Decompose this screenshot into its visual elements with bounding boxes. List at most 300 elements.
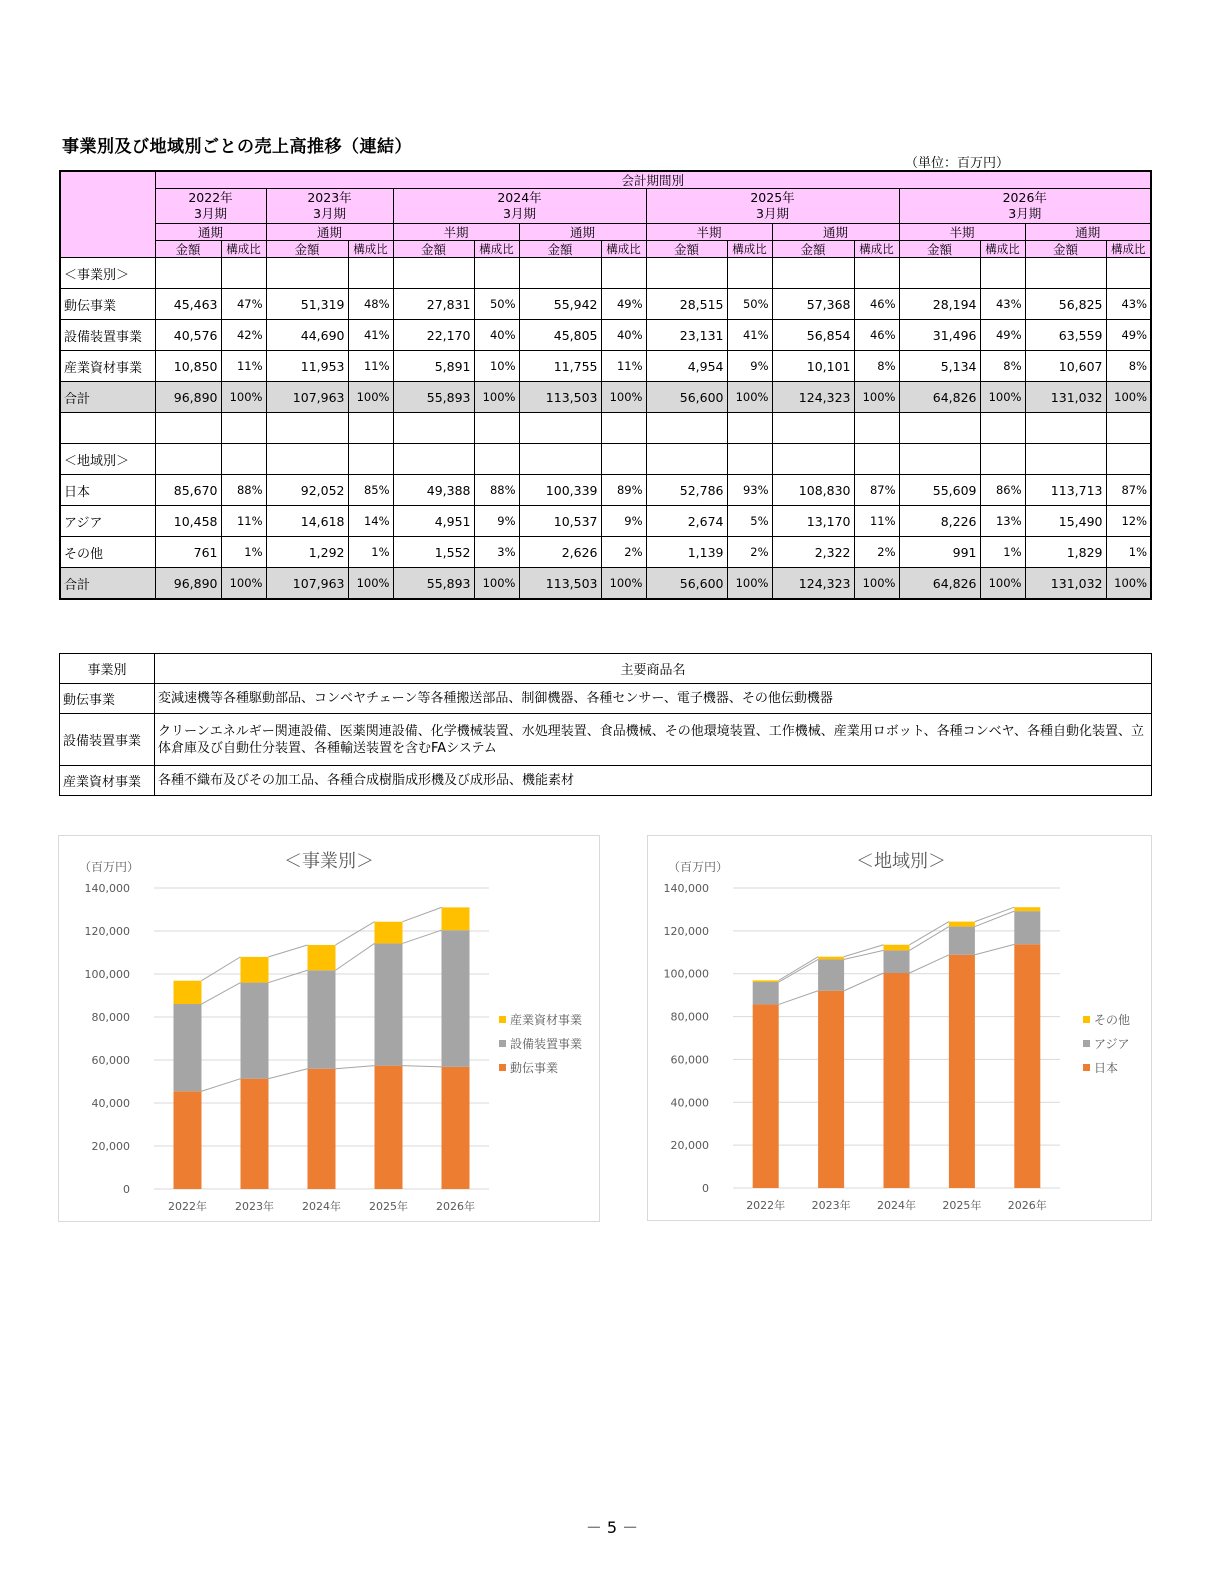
bar-segment [375, 943, 403, 1065]
bar-segment [442, 930, 470, 1067]
series-line [975, 911, 1014, 926]
amount-cell: 11,953 [266, 351, 348, 382]
y-tick-label: 60,000 [670, 1053, 709, 1067]
table-row [60, 506, 1151, 537]
amount-cell: 100,339 [519, 475, 601, 506]
empty-cell [772, 258, 854, 289]
amount-cell: 49,388 [393, 475, 474, 506]
series-line [975, 944, 1014, 954]
amount-cell: 5,134 [899, 351, 980, 382]
year-header: 2022年 3月期 [155, 189, 266, 224]
series-line [336, 922, 375, 945]
amount-cell: 56,825 [1025, 289, 1106, 320]
empty-cell [899, 444, 980, 475]
legend-swatch [499, 1064, 506, 1071]
amount-cell: 28,515 [646, 289, 727, 320]
region-chart-svg [648, 836, 1151, 1220]
col-ratio: 構成比 [474, 241, 519, 258]
empty-cell [221, 258, 266, 289]
amount-cell: 2,626 [519, 537, 601, 568]
x-tick-label: 2025年 [369, 1200, 408, 1213]
empty-cell [646, 258, 727, 289]
empty-cell [474, 413, 519, 444]
ratio-cell: 11% [854, 506, 899, 537]
row-label: 合計 [60, 382, 155, 413]
amount-cell: 28,194 [899, 289, 980, 320]
table-row [60, 351, 1151, 382]
ratio-cell: 87% [1106, 475, 1151, 506]
ratio-cell: 100% [474, 382, 519, 413]
empty-cell [266, 258, 348, 289]
series-line [269, 970, 308, 982]
ratio-cell: 40% [601, 320, 646, 351]
bar-segment [1014, 911, 1040, 944]
ratio-cell: 9% [727, 351, 772, 382]
amount-cell: 113,503 [519, 382, 601, 413]
bar-segment [174, 981, 202, 1004]
amount-cell: 8,226 [899, 506, 980, 537]
col-amount: 金額 [519, 241, 601, 258]
amount-cell: 55,942 [519, 289, 601, 320]
period-annual: 通期 [1025, 224, 1151, 241]
x-tick-label: 2025年 [942, 1199, 982, 1212]
y-tick-label: 60,000 [91, 1054, 130, 1067]
bar-segment [174, 1004, 202, 1091]
chart-title: ＜事業別＞ [284, 851, 374, 872]
amount-cell: 55,893 [393, 382, 474, 413]
bar-segment [818, 991, 844, 1188]
ratio-cell: 93% [727, 475, 772, 506]
ratio-cell: 43% [1106, 289, 1151, 320]
empty-cell [601, 413, 646, 444]
empty-cell [393, 444, 474, 475]
col-ratio: 構成比 [980, 241, 1025, 258]
legend-swatch [1083, 1016, 1090, 1023]
bar-segment [442, 1067, 470, 1189]
ratio-cell: 100% [474, 568, 519, 600]
col-ratio: 構成比 [601, 241, 646, 258]
ratio-cell: 11% [221, 351, 266, 382]
header-group: 会計期間別 [155, 171, 1151, 189]
amount-cell: 92,052 [266, 475, 348, 506]
y-tick-label: 100,000 [663, 967, 709, 981]
ratio-cell: 46% [854, 289, 899, 320]
y-tick-label: 120,000 [663, 924, 709, 938]
ratio-cell: 40% [474, 320, 519, 351]
bar-segment [753, 1004, 779, 1188]
bar-segment [241, 957, 269, 983]
ratio-cell: 41% [348, 320, 393, 351]
ratio-cell: 1% [348, 537, 393, 568]
ratio-cell: 13% [980, 506, 1025, 537]
products-segment: 設備装置事業 [60, 714, 155, 766]
empty-cell [348, 413, 393, 444]
ratio-cell: 14% [348, 506, 393, 537]
ratio-cell: 100% [727, 568, 772, 600]
series-line [269, 1069, 308, 1079]
bar-segment [1014, 907, 1040, 911]
series-line [910, 927, 949, 951]
bar-segment [884, 973, 910, 1188]
col-amount: 金額 [393, 241, 474, 258]
products-list: クリーンエネルギー関連設備、医薬関連設備、化学機械装置、水処理装置、食品機械、その他環境装置、工作機械、産業用ロボット、各種コンベヤ、各種自動化装置、立体倉庫及び自動仕分装置、各種輸送装置を含むFAシステム [155, 714, 1152, 766]
y-tick-label: 0 [123, 1183, 130, 1196]
x-tick-label: 2022年 [168, 1200, 207, 1213]
products-list: 各種不織布及びその加工品、各種合成樹脂成形機及び成形品、機能素材 [155, 766, 1152, 796]
series-line [202, 1079, 241, 1092]
series-line [202, 983, 241, 1004]
empty-cell [980, 258, 1025, 289]
year-header: 2024年 3月期 [393, 189, 646, 224]
y-tick-label: 140,000 [84, 882, 130, 895]
empty-cell [1025, 258, 1106, 289]
amount-cell: 45,463 [155, 289, 221, 320]
amount-cell: 991 [899, 537, 980, 568]
legend-swatch [499, 1016, 506, 1023]
legend-label: 設備装置事業 [510, 1037, 583, 1051]
amount-cell: 4,954 [646, 351, 727, 382]
empty-cell [1025, 444, 1106, 475]
series-line [403, 1066, 442, 1067]
amount-cell: 96,890 [155, 382, 221, 413]
bar-segment [949, 922, 975, 927]
ratio-cell: 100% [221, 382, 266, 413]
chart-title: ＜地域別＞ [856, 851, 946, 872]
empty-cell [519, 258, 601, 289]
ratio-cell: 50% [474, 289, 519, 320]
ratio-cell: 41% [727, 320, 772, 351]
sales-table [59, 170, 1152, 600]
unit-label: （単位：百万円） [905, 156, 1010, 171]
amount-cell: 113,503 [519, 568, 601, 600]
ratio-cell: 2% [601, 537, 646, 568]
bar-segment [241, 983, 269, 1079]
row-label: 合計 [60, 568, 155, 600]
y-tick-label: 100,000 [84, 968, 130, 981]
x-tick-label: 2026年 [1007, 1199, 1047, 1212]
amount-cell: 44,690 [266, 320, 348, 351]
col-amount: 金額 [772, 241, 854, 258]
ratio-cell: 5% [727, 506, 772, 537]
bar-segment [442, 907, 470, 930]
bar-segment [1014, 944, 1040, 1188]
bar-segment [308, 945, 336, 970]
series-line [403, 907, 442, 921]
amount-cell: 131,032 [1025, 382, 1106, 413]
amount-cell: 13,170 [772, 506, 854, 537]
empty-cell [601, 258, 646, 289]
ratio-cell: 47% [221, 289, 266, 320]
ratio-cell: 43% [980, 289, 1025, 320]
y-tick-label: 140,000 [663, 882, 709, 895]
amount-cell: 124,323 [772, 568, 854, 600]
y-tick-label: 40,000 [670, 1096, 709, 1110]
bar-segment [949, 927, 975, 955]
ratio-cell: 89% [601, 475, 646, 506]
bar-segment [174, 1091, 202, 1189]
amount-cell: 64,826 [899, 382, 980, 413]
amount-cell: 1,292 [266, 537, 348, 568]
year-header: 2025年 3月期 [646, 189, 899, 224]
period-half: 半期 [899, 224, 1025, 241]
col-amount: 金額 [1025, 241, 1106, 258]
series-line [336, 943, 375, 970]
empty-cell [980, 413, 1025, 444]
legend-label: アジア [1094, 1037, 1130, 1051]
amount-cell: 113,713 [1025, 475, 1106, 506]
empty-cell [519, 413, 601, 444]
amount-cell: 124,323 [772, 382, 854, 413]
ratio-cell: 1% [221, 537, 266, 568]
amount-cell: 85,670 [155, 475, 221, 506]
ratio-cell: 46% [854, 320, 899, 351]
period-half: 半期 [393, 224, 519, 241]
col-amount: 金額 [899, 241, 980, 258]
amount-cell: 11,755 [519, 351, 601, 382]
ratio-cell: 8% [854, 351, 899, 382]
products-segment: 動伝事業 [60, 684, 155, 714]
y-tick-label: 120,000 [84, 925, 130, 938]
y-tick-label: 20,000 [91, 1140, 130, 1153]
ratio-cell: 100% [854, 382, 899, 413]
ratio-cell: 8% [1106, 351, 1151, 382]
ratio-cell: 100% [1106, 382, 1151, 413]
empty-cell [727, 413, 772, 444]
empty-cell [601, 444, 646, 475]
ratio-cell: 85% [348, 475, 393, 506]
series-line [975, 907, 1014, 921]
amount-cell: 40,576 [155, 320, 221, 351]
series-line [779, 959, 818, 982]
amount-cell: 107,963 [266, 568, 348, 600]
ratio-cell: 100% [601, 568, 646, 600]
period-annual: 通期 [266, 224, 393, 241]
series-line [202, 957, 241, 981]
y-axis-unit: （百万円） [668, 860, 729, 874]
empty-cell [266, 444, 348, 475]
amount-cell: 52,786 [646, 475, 727, 506]
col-ratio: 構成比 [1106, 241, 1151, 258]
region-chart [647, 835, 1152, 1221]
empty-cell [155, 258, 221, 289]
row-label: 動伝事業 [60, 289, 155, 320]
empty-cell [348, 258, 393, 289]
bar-segment [753, 982, 779, 1004]
empty-cell [854, 258, 899, 289]
bar-segment [375, 1066, 403, 1189]
col-ratio: 構成比 [221, 241, 266, 258]
empty-cell [155, 444, 221, 475]
ratio-cell: 10% [474, 351, 519, 382]
ratio-cell: 9% [601, 506, 646, 537]
row-label: 日本 [60, 475, 155, 506]
amount-cell: 761 [155, 537, 221, 568]
amount-cell: 27,831 [393, 289, 474, 320]
ratio-cell: 100% [980, 568, 1025, 600]
empty-cell [474, 444, 519, 475]
bar-segment [949, 955, 975, 1188]
empty-cell [854, 413, 899, 444]
ratio-cell: 11% [601, 351, 646, 382]
series-line [779, 957, 818, 981]
amount-cell: 2,322 [772, 537, 854, 568]
y-tick-label: 20,000 [670, 1139, 709, 1153]
series-line [269, 945, 308, 957]
empty-cell [221, 413, 266, 444]
col-amount: 金額 [155, 241, 221, 258]
page-number: － 5 － [585, 1518, 639, 1537]
ratio-cell: 11% [348, 351, 393, 382]
ratio-cell: 1% [980, 537, 1025, 568]
amount-cell: 51,319 [266, 289, 348, 320]
series-line [910, 922, 949, 945]
header-corner [60, 171, 155, 258]
business-chart-svg [59, 836, 599, 1221]
series-line [910, 955, 949, 973]
amount-cell: 22,170 [393, 320, 474, 351]
ratio-cell: 49% [601, 289, 646, 320]
amount-cell: 10,607 [1025, 351, 1106, 382]
bar-segment [884, 950, 910, 973]
amount-cell: 55,609 [899, 475, 980, 506]
series-line [779, 991, 818, 1005]
amount-cell: 56,600 [646, 382, 727, 413]
empty-cell [519, 444, 601, 475]
amount-cell: 4,951 [393, 506, 474, 537]
amount-cell: 56,600 [646, 568, 727, 600]
ratio-cell: 100% [348, 568, 393, 600]
page-title: 事業別及び地域別ごとの売上高推移（連結） [62, 137, 412, 157]
products-table [59, 653, 1152, 796]
section-label: ＜事業別＞ [60, 258, 155, 289]
y-axis-unit: （百万円） [79, 860, 140, 874]
x-tick-label: 2022年 [746, 1199, 786, 1212]
x-tick-label: 2023年 [235, 1200, 274, 1213]
empty-cell [646, 444, 727, 475]
bar-segment [375, 922, 403, 944]
series-line [403, 930, 442, 943]
amount-cell: 10,537 [519, 506, 601, 537]
amount-cell: 10,101 [772, 351, 854, 382]
period-annual: 通期 [519, 224, 646, 241]
business-chart [58, 835, 600, 1222]
ratio-cell: 2% [854, 537, 899, 568]
empty-cell [1106, 413, 1151, 444]
ratio-cell: 48% [348, 289, 393, 320]
ratio-cell: 88% [221, 475, 266, 506]
ratio-cell: 1% [1106, 537, 1151, 568]
ratio-cell: 2% [727, 537, 772, 568]
ratio-cell: 42% [221, 320, 266, 351]
amount-cell: 131,032 [1025, 568, 1106, 600]
amount-cell: 108,830 [772, 475, 854, 506]
amount-cell: 1,139 [646, 537, 727, 568]
col-ratio: 構成比 [348, 241, 393, 258]
amount-cell: 107,963 [266, 382, 348, 413]
table-row [60, 320, 1151, 351]
ratio-cell: 100% [601, 382, 646, 413]
empty-cell [772, 444, 854, 475]
amount-cell: 10,458 [155, 506, 221, 537]
row-label: 設備装置事業 [60, 320, 155, 351]
empty-cell [474, 258, 519, 289]
ratio-cell: 100% [727, 382, 772, 413]
bar-segment [818, 957, 844, 960]
amount-cell: 23,131 [646, 320, 727, 351]
bar-segment [884, 945, 910, 951]
table-row [60, 382, 1151, 413]
table-row [60, 289, 1151, 320]
col-ratio: 構成比 [727, 241, 772, 258]
row-label: アジア [60, 506, 155, 537]
bar-segment [818, 959, 844, 990]
ratio-cell: 100% [221, 568, 266, 600]
amount-cell: 57,368 [772, 289, 854, 320]
col-amount: 金額 [646, 241, 727, 258]
ratio-cell: 100% [1106, 568, 1151, 600]
ratio-cell: 100% [854, 568, 899, 600]
empty-cell [899, 413, 980, 444]
period-annual: 通期 [772, 224, 899, 241]
table-row [60, 537, 1151, 568]
section-label: ＜地域別＞ [60, 444, 155, 475]
amount-cell: 55,893 [393, 568, 474, 600]
legend-label: 産業資材事業 [510, 1013, 583, 1027]
amount-cell: 96,890 [155, 568, 221, 600]
ratio-cell: 100% [980, 382, 1025, 413]
ratio-cell: 8% [980, 351, 1025, 382]
empty-cell [393, 413, 474, 444]
ratio-cell: 9% [474, 506, 519, 537]
empty-cell [727, 444, 772, 475]
series-line [336, 1066, 375, 1069]
products-header-products: 主要商品名 [155, 654, 1152, 684]
bar-segment [753, 980, 779, 982]
y-tick-label: 40,000 [91, 1097, 130, 1110]
empty-cell [899, 258, 980, 289]
row-label: 産業資材事業 [60, 351, 155, 382]
bar-segment [241, 1079, 269, 1189]
amount-cell: 5,891 [393, 351, 474, 382]
legend-swatch [499, 1040, 506, 1047]
amount-cell: 56,854 [772, 320, 854, 351]
x-tick-label: 2026年 [436, 1200, 475, 1213]
ratio-cell: 12% [1106, 506, 1151, 537]
ratio-cell: 100% [348, 382, 393, 413]
amount-cell: 45,805 [519, 320, 601, 351]
empty-cell [1025, 413, 1106, 444]
series-line [844, 973, 883, 991]
products-segment: 産業資材事業 [60, 766, 155, 796]
year-header: 2026年 3月期 [899, 189, 1151, 224]
empty-cell [980, 444, 1025, 475]
y-tick-label: 0 [702, 1182, 709, 1195]
ratio-cell: 88% [474, 475, 519, 506]
ratio-cell: 3% [474, 537, 519, 568]
amount-cell: 14,618 [266, 506, 348, 537]
amount-cell: 1,552 [393, 537, 474, 568]
empty-cell [393, 258, 474, 289]
col-amount: 金額 [266, 241, 348, 258]
legend-label: 日本 [1094, 1061, 1119, 1075]
empty-cell [155, 413, 221, 444]
empty-cell [646, 413, 727, 444]
ratio-cell: 49% [1106, 320, 1151, 351]
amount-cell: 64,826 [899, 568, 980, 600]
legend-swatch [1083, 1040, 1090, 1047]
amount-cell: 63,559 [1025, 320, 1106, 351]
table-row [60, 568, 1151, 600]
